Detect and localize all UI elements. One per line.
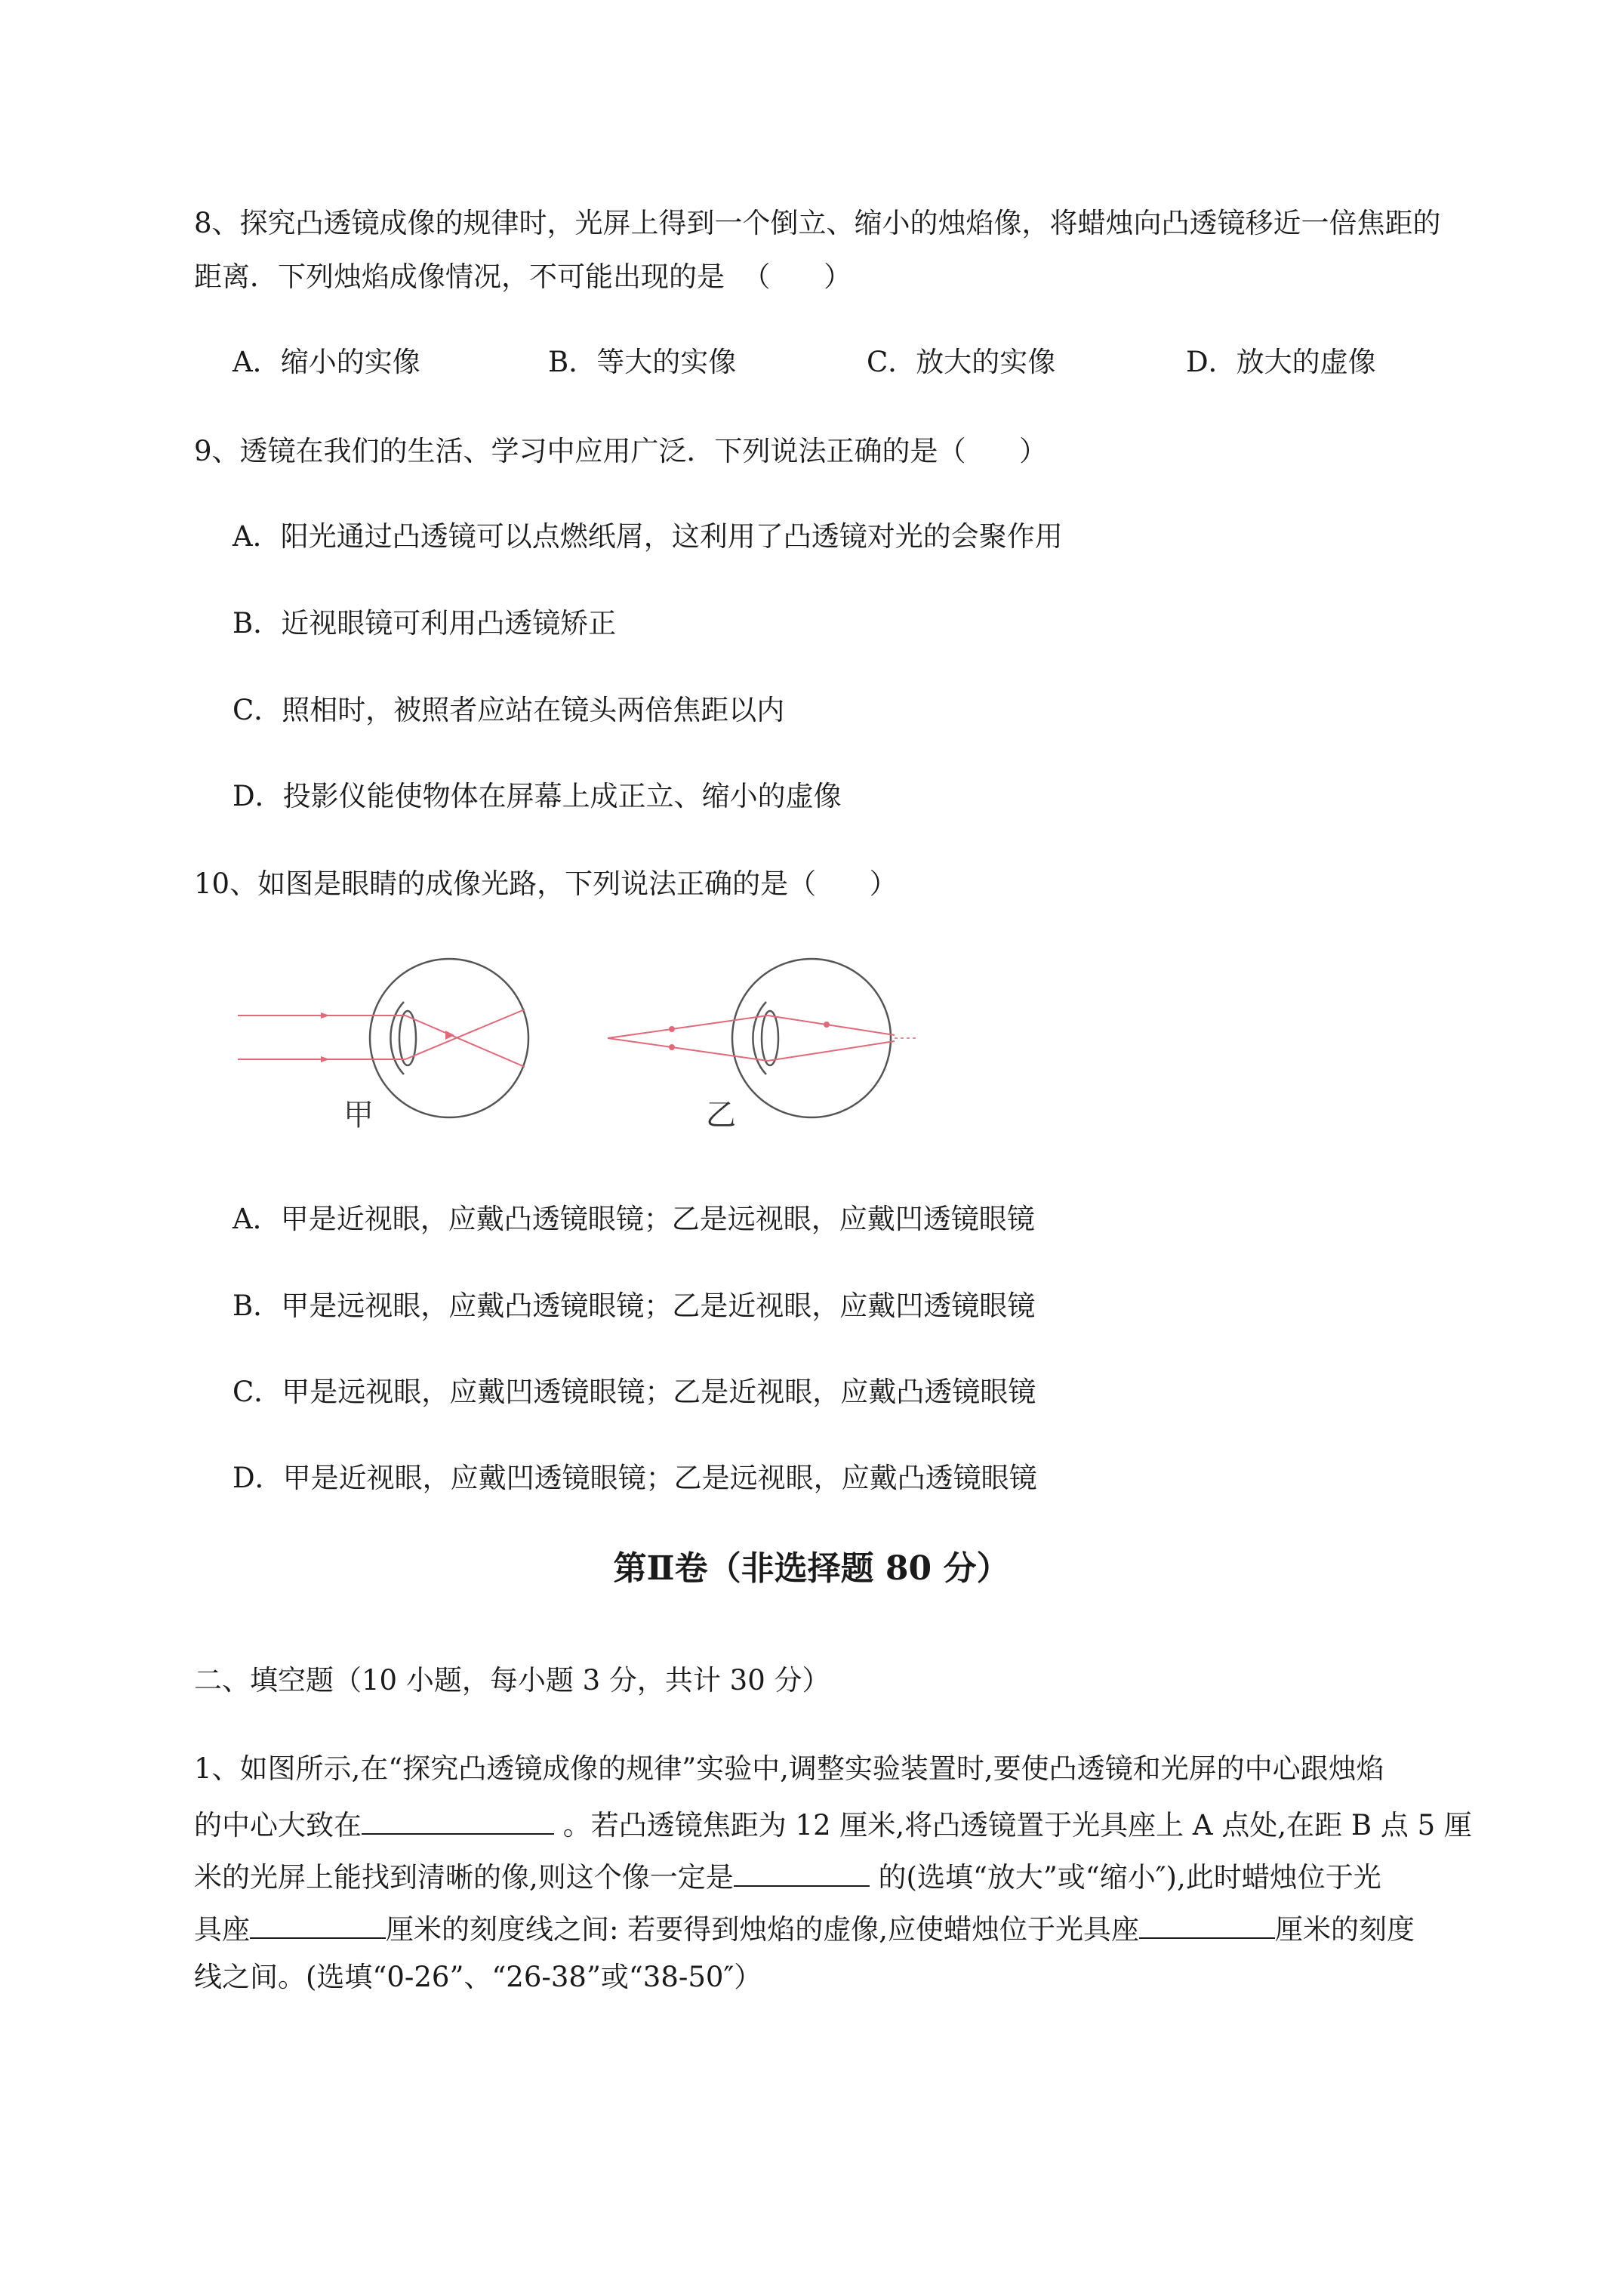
answer-blank[interactable] [362,1803,554,1835]
cornea [753,1002,766,1074]
q10-option-c: C．甲是远视眼，应戴凹透镜眼镜；乙是近视眼，应戴凸透镜眼镜 [233,1376,1036,1408]
eye-diagram-yi [608,959,917,1133]
fill1-text: 具座 [194,1913,250,1946]
q10-option-a: A．甲是近视眼，应戴凸透镜眼镜；乙是远视眼，应戴凹透镜眼镜 [233,1203,1035,1235]
ray-top [608,1015,768,1038]
fill1-line2 [194,1803,1472,1844]
q8-stem-line2: 距离．下列烛焰成像情况，不可能出现的是 （ ） [194,260,852,293]
eye-diagram-jia [238,959,528,1133]
answer-blank[interactable] [734,1855,870,1887]
q9-option-d: D．投影仪能使物体在屏幕上成正立、缩小的虚像 [233,780,842,812]
q9-option-c: C．照相时，被照者应站在镜头两倍焦距以内 [233,694,785,726]
q10-option-b: B．甲是远视眼，应戴凸透镜眼镜；乙是近视眼，应戴凹透镜眼镜 [233,1290,1036,1322]
ray-top-refracted [768,1015,895,1035]
ray-dot [669,1044,675,1050]
ray-dot [824,1022,830,1028]
figure-label-yi: 乙 [706,1098,736,1133]
ray-dot [669,1026,675,1032]
q10-stem: 10、如图是眼睛的成像光路，下列说法正确的是（ ） [194,868,898,900]
fill1-text: 厘米的刻度 [1275,1913,1415,1946]
figure-label-jia: 甲 [343,1098,374,1133]
fill1-text: 的(选填“放大”或“缩小″),此时蜡烛位于光 [869,1861,1381,1894]
fill1-line1: 1、如图所示,在“探究凸透镜成像的规律”实验中,调整实验装置时,要使凸透镜和光屏的中心跟烛焰 [194,1752,1384,1785]
q9-option-b: B．近视眼镜可利用凸透镜矫正 [233,607,617,639]
section-heading: 二、填空题（10 小题，每小题 3 分，共计 30 分） [194,1664,830,1697]
eyeball-outline [732,959,891,1117]
ray-bottom [608,1038,768,1061]
eye-optics-figure [238,955,917,1151]
answer-blank[interactable] [1139,1907,1275,1939]
eyeball-outline [370,959,528,1117]
ray-top-refracted [405,1015,525,1067]
cornea [390,1002,404,1074]
fill1-text: 米的光屏上能找到清晰的像,则这个像一定是 [194,1861,734,1894]
fill1-text: 的中心大致在 [194,1809,362,1841]
fill1-line4 [194,1907,1415,1948]
q9-option-a: A．阳光通过凸透镜可以点燃纸屑，这利用了凸透镜对光的会聚作用 [233,520,1063,553]
q8-option-b: B．等大的实像 [548,346,737,378]
q10-option-d: D．甲是近视眼，应戴凹透镜眼镜；乙是远视眼，应戴凸透镜眼镜 [233,1462,1037,1494]
lens [762,1011,778,1065]
section-title: 第Ⅱ卷（非选择题 80 分） [613,1549,1010,1588]
ray-bottom-refracted [405,1009,525,1059]
q8-option-a: A．缩小的实像 [233,346,420,378]
q8-option-c: C．放大的实像 [867,346,1056,378]
q8-option-d: D．放大的虚像 [1186,346,1376,378]
fill1-text: 。若凸透镜焦距为 12 厘米,将凸透镜置于光具座上 A 点处,在距 B 点 5 厘 [562,1809,1472,1841]
arrow-icon [445,1031,454,1040]
ray-bottom-refracted [768,1041,895,1061]
fill1-line5: 线之间。(选填“0-26”、“26-38”或“38-50″） [194,1961,762,1993]
fill1-text: 厘米的刻度线之间: 若要得到烛焰的虚像,应使蜡烛位于光具座 [386,1913,1139,1946]
arrow-icon [321,1056,330,1062]
answer-blank[interactable] [250,1907,386,1939]
q8-stem-line1: 8、探究凸透镜成像的规律时，光屏上得到一个倒立、缩小的烛焰像，将蜡烛向凸透镜移近一倍焦距的 [194,207,1441,239]
arrow-icon [321,1012,330,1019]
q9-stem: 9、透镜在我们的生活、学习中应用广泛．下列说法正确的是（ ） [194,435,1048,467]
fill1-line3 [194,1855,1381,1896]
